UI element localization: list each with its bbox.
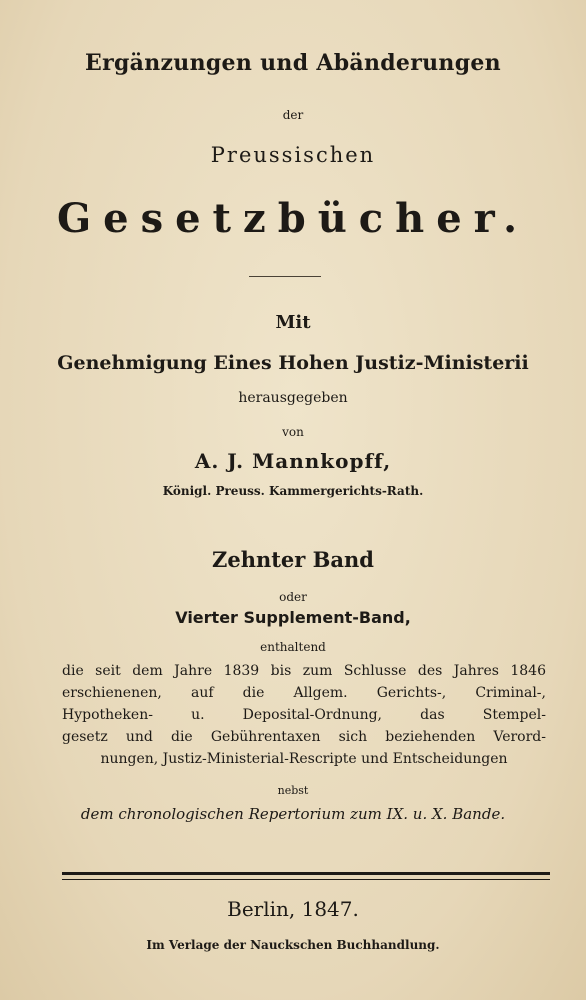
- herausgegeben-text: herausgegeben: [238, 390, 348, 406]
- von-text: von: [282, 425, 304, 439]
- repertorium-text: dem chronologischen Repertorium zum IX. u. X. Bande.: [80, 805, 506, 823]
- volume-supplement: Vierter Supplement-Band,: [175, 608, 411, 627]
- volume-band: Zehnter Band: [212, 547, 374, 572]
- thin-divider: [62, 879, 550, 880]
- contents-paragraph: [62, 660, 546, 770]
- imprint-publisher: Im Verlage der Nauckschen Buchhandlung.: [146, 938, 440, 952]
- contents-line: Hypotheken- u. Deposital-Ordnung, das Stempel-: [62, 707, 546, 723]
- mit-text: Mit: [275, 312, 311, 333]
- volume-oder: oder: [279, 590, 307, 604]
- title-line-3: Preussischen: [210, 143, 376, 167]
- contents-line: nungen, Justiz-Ministerial-Rescripte und Entscheidungen: [100, 751, 508, 767]
- title-line-1: Ergänzungen und Abänderungen: [85, 50, 501, 76]
- contents-line: erschienenen, auf die Allgem. Gerichts-, Criminal-,: [62, 685, 546, 701]
- thick-divider: [62, 872, 550, 875]
- title-line-2: der: [282, 108, 304, 122]
- contents-line: die seit dem Jahre 1839 bis zum Schlusse des Jahres 1846: [62, 663, 546, 679]
- main-title: Gesetzbücher.: [56, 195, 530, 242]
- volume-enthaltend: enthaltend: [260, 640, 326, 654]
- nebst-text: nebst: [277, 784, 309, 797]
- imprint-place-year: Berlin, 1847.: [227, 897, 359, 921]
- author-name: A. J. Mannkopff,: [194, 449, 392, 473]
- contents-line: gesetz und die Gebührentaxen sich beziehenden Verord-: [62, 729, 546, 745]
- genehmigung-text: Genehmigung Eines Hohen Justiz-Ministerii: [57, 352, 529, 374]
- short-divider: [249, 276, 321, 277]
- author-role: Königl. Preuss. Kammergerichts-Rath.: [162, 484, 424, 498]
